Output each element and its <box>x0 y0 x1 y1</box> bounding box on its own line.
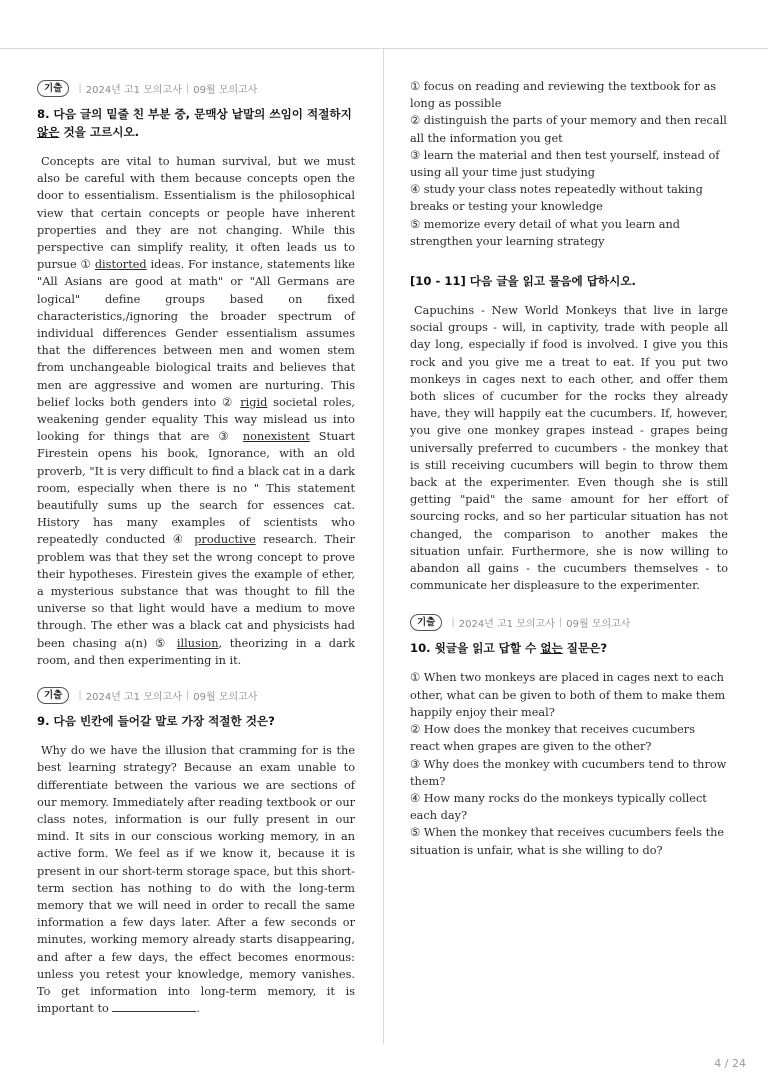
q10-option-5: ⑤ When the monkey that receives cucumbers feels the situation is unfair, what is she willing to do? <box>410 826 725 857</box>
q9-option-1: ① focus on reading and reviewing the textbook for as long as possible <box>410 80 717 111</box>
meta-separator: | <box>558 617 563 629</box>
q9-title: 9. 다음 빈칸에 들어갈 말로 가장 적절한 것은? <box>37 714 275 729</box>
q9-passage <box>37 742 355 1017</box>
q10-month: 09월 모의고사 <box>566 619 631 631</box>
q8-marker-2: ② <box>221 395 235 409</box>
q8-underlined-word-4: productive <box>194 533 256 547</box>
q10-option-2: ② How does the monkey that receives cucumbers react when grapes are given to the other? <box>410 723 696 754</box>
q8-month: 09월 모의고사 <box>193 85 258 96</box>
meta-separator: | <box>451 617 455 629</box>
q8-passage <box>37 153 355 669</box>
q9-passage-text: Why do we have the illusion that cramming for is the best learning strategy? Because an exam unable to differentiate between the various we are sections of our memory. Immediately after reading textbook or our class notes, information is our fully present in our mind. It sits in our conscious working memory, in an active form. We feel as if we know it, because it is present in our short-term storage space, but this short-term section has nothing to do with the long-term memory that we will need in order to recall the same information a few days later. After a few seconds or minutes, working memory already starts disappearing, and after a few days, the effect becomes enormous: unless you retest your knowledge, memory vanishes. To get information into long-term memory, it is important to <box>37 744 355 1016</box>
q10-option-3: ③ Why does the monkey with cucumbers tend to throw them? <box>410 757 727 788</box>
q8-text-1: Concepts are vital to human survival, but we must also be careful with them because concepts open the door to essentialism. Essentialism is the philosophical view that certain concepts or people have inherent properties and they are not changing. While this perspective can simplify reality, it often leads us to pursue <box>37 155 355 272</box>
q8-text-6: , theorizing in a dark room, and then experimenting in it. <box>37 636 356 667</box>
group-passage-text: Capuchins - New World Monkeys that live in large social groups - will, in captivity, trade with people all day long, especially if food is involved. I give you this rock and you give me a treat to eat. If you put two monkeys in cages next to each other, and offer them both slices of cucumber for the rocks they already have, they will happily eat the cucumbers. If, however, you give one monkey grapes instead - grapes being universally preferred to cucumbers - the monkey that is still receiving cucumbers will begin to throw them back at the experimenter. Even though she is still getting "paid" the same amount for her effort of sourcing rocks, and so her particular situation has not changed, the comparison to another makes the situation unfair. Furthermore, she is now willing to abandon all gains - the cucumbers themselves - to communicate her displeasure to the experimenter. <box>410 304 728 593</box>
q8-marker-5: ⑤ <box>154 636 170 650</box>
q8-marker-4: ④ <box>172 533 187 547</box>
q9-passage-end: . <box>196 1002 200 1016</box>
q10-title-pre: 10. 윗글을 읽고 답할 수 <box>410 641 541 656</box>
q8-underlined-word-2: rigid <box>240 395 268 409</box>
top-rule <box>0 48 768 49</box>
q8-badge: 기출 <box>37 80 69 97</box>
q9-option-4: ④ study your class notes repeatedly without taking breaks or testing your knowledge <box>410 183 703 214</box>
q8-text-2: ideas. For instance, statements like "All Asians are good at math" or "All Germans are logical" define groups based on fixed characteristics,/ignoring the broader spectrum of individual differences Gender essentialism assumes that the differences between men and women stem from unchangeable biological traits and believes that men are aggressive and women are nurturing. This belief locks both genders into <box>37 258 355 409</box>
q8-underlined-word-3: nonexistent <box>242 430 310 444</box>
group-passage <box>410 302 728 594</box>
q8-marker-3: ③ <box>218 430 234 444</box>
q9-year: 2024년 고1 모의고사 <box>85 692 182 704</box>
q10-title-underlined: 없는 <box>540 641 563 656</box>
meta-separator: | <box>78 83 82 94</box>
q8-marker-1: ① <box>80 258 91 272</box>
page-number: 4 / 24 <box>714 1057 746 1070</box>
meta-separator: | <box>185 83 190 94</box>
q10-option-1: ① When two monkeys are placed in cages next to each other, what can be given to both of them to make them happily enjoy their meal? <box>410 671 726 719</box>
q8-underlined-word-1: distorted <box>94 258 147 272</box>
q8-text-5: research. Their problem was that they set the wrong concept to prove their hypotheses. Firestein gives the example of ether, a mysterious substance that was thought to fill the universe so that light would have a medium to move through. The ether was a black cat and physicists had been chasing a(n) <box>37 533 355 650</box>
q10-meta <box>410 614 728 631</box>
q9-blank <box>112 1000 196 1012</box>
right-column <box>410 78 728 859</box>
q10-option-4: ④ How many rocks do the monkeys typically collect each day? <box>410 791 707 823</box>
column-divider <box>383 49 384 1044</box>
left-column <box>37 80 355 1017</box>
q9-month: 09월 모의고사 <box>193 692 258 704</box>
q10-options <box>410 669 728 858</box>
q8-underlined-word-5: illusion <box>176 636 219 650</box>
q9-option-5: ⑤ memorize every detail of what you learn and strengthen your learning strategy <box>410 217 680 248</box>
q8-text-4: Stuart Firestein opens his book, Ignorance, with an old proverb, "It is very difficult to find a black cat in a dark room, especially when there is no " This statement beautifully sums up the search for essences cat. History has many examples of scientists who repeatedly conducted <box>37 430 355 547</box>
q8-text-3: societal roles, weakening gender equality This way mislead us into looking for things that are <box>37 395 355 444</box>
q8-title-pre: 8. 다음 글의 밑줄 친 부분 중, 문맥상 낱말의 쓰임이 적절하지 <box>37 107 352 121</box>
q8-title-post: 것을 고르시오. <box>59 125 140 139</box>
q9-options <box>410 78 728 250</box>
q9-meta <box>37 687 355 704</box>
q9-badge: 기출 <box>37 687 69 704</box>
q10-year: 2024년 고1 모의고사 <box>458 619 555 631</box>
q9-option-2: ② distinguish the parts of your memory and then recall all the information you get <box>410 114 727 145</box>
meta-separator: | <box>78 690 82 702</box>
q8-title-underlined: 않은 <box>37 125 60 139</box>
q9-option-3: ③ learn the material and then test yourself, instead of using all your time just studying <box>410 148 720 180</box>
group-10-11-title: [10 - 11] 다음 글을 읽고 물음에 답하시오. <box>410 274 636 289</box>
q10-title-post: 질문은? <box>562 641 608 656</box>
q8-title <box>37 105 355 141</box>
q8-meta <box>37 80 355 97</box>
q8-year: 2024년 고1 모의고사 <box>85 85 182 96</box>
q10-title <box>410 639 728 657</box>
q10-badge: 기출 <box>410 614 442 631</box>
meta-separator: | <box>185 690 190 702</box>
